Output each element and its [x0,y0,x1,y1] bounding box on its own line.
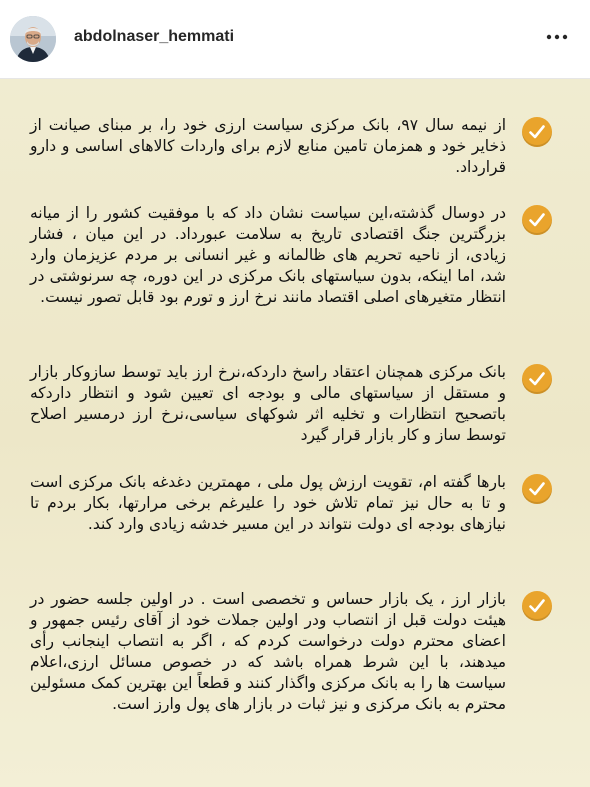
paragraph-2 [30,203,552,308]
checkmark-icon [522,117,552,147]
post-image [0,79,590,787]
paragraph-text: بازار ارز ، یک بازار حساس و تخصصی است . در اولین جلسه حضور در هیئت دولت قبل از انتصاب ودر اولین جملات خود از آقای رئیس جمهور و اعضای محترم دولت درخواست کردم که ، اگر به انتصاب اینجانب رأی میدهند، با این شرط همراه باشد که در خصوص مسائل ارزی،اعلام سیاست ها را به بانک مرکزی واگذار کنند و قطعاً این بهترین کمک مسئولین محترم به بانک مرکزی و نیز ثبات در بازار های پول وارز است. [30,590,506,713]
paragraph-text: از نیمه سال ۹۷، بانک مرکزی سیاست ارزی خود را، بر مبنای صیانت از ذخایر خود و همزمان تامین منابع لازم برای واردات کالاهای اساسی و دارو قرارداد. [30,116,506,176]
avatar[interactable] [10,16,56,62]
more-horizontal-icon [546,34,568,40]
checkmark-icon [522,474,552,504]
more-options-button[interactable] [542,22,572,52]
paragraph-text: بانک مرکزی همچنان اعتقاد راسخ داردکه،نرخ ارز باید توسط سازوکار بازار و مستقل از سیاستهای مالی و بودجه ای تعیین شود و انتظار داردکه باتصحیح انتظارات و تخلیه اثر شوکهای سیاسی،نرخ ارز درمسیر اصلاح توسط ساز و کار بازار قرار گیرد [30,363,506,444]
paragraph-5 [30,589,552,715]
checkmark-icon [522,591,552,621]
checkmark-icon [522,205,552,235]
paragraph-text: در دوسال گذشته،این سیاست نشان داد که با موفقیت کشور را از میانه بزرگترین جنگ اقتصادی تاریخ به سلامت عبورداد. در این میان ، فشار زیادی، از ناحیه تحریم های ظالمانه و غیر انسانی بر مردم عزیزمان وارد شد، اما اینکه، بدون سیاستهای بانک مرکزی در این دوره، چه سرنوشتی در انتظار متغیرهای اصلی اقتصاد مانند نرخ ارز و تورم بود قابل تصور نیست. [30,204,506,306]
post-header [0,0,590,79]
paragraph-3 [30,362,552,446]
paragraph-text: بارها گفته ام، تقویت ارزش پول ملی ، مهمترین دغدغه بانک مرکزی است و تا به حال نیز تمام تلاش خود را علیرغم برخی مرارتها، بکار بردم تا نیازهای بودجه ای دولت نتواند در این مسیر خدشه زیادی وارد کند. [30,473,506,533]
username[interactable]: abdolnaser_hemmati [74,28,235,45]
paragraph-4 [30,472,552,535]
profile-photo [10,16,56,62]
paragraph-1 [30,115,552,178]
checkmark-icon [522,364,552,394]
